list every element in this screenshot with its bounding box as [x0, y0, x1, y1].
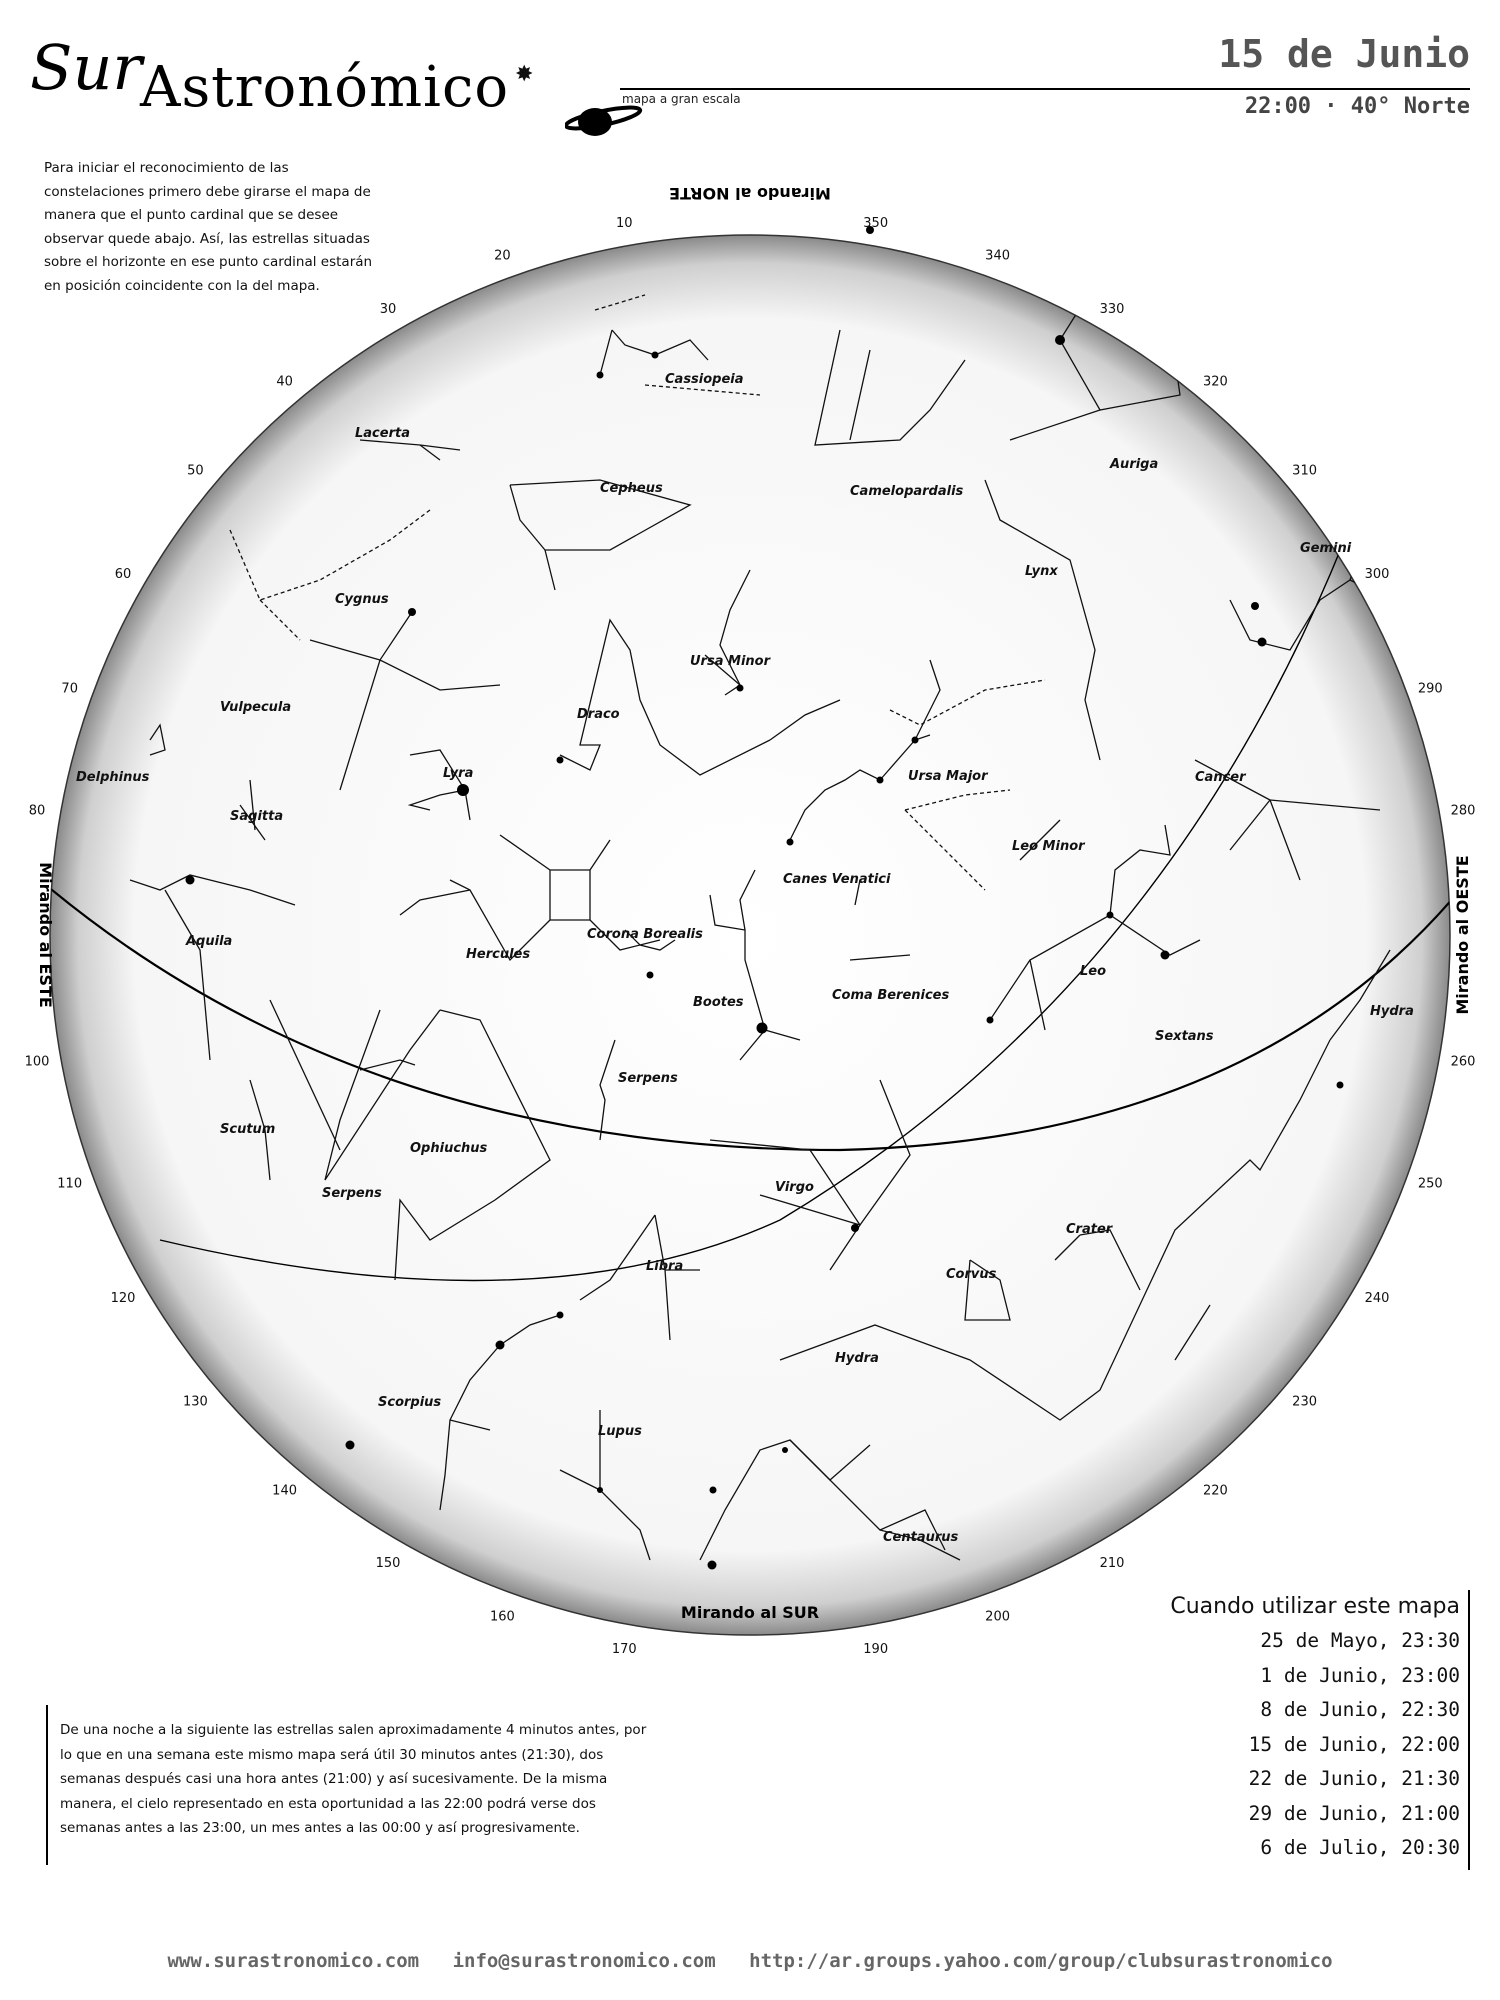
azimuth-label: 120 [110, 1291, 136, 1306]
label-scorpius: Scorpius [378, 1395, 442, 1410]
footer [0, 1950, 1500, 1972]
label-leo: Leo [1080, 964, 1107, 979]
usage-panel [1130, 1590, 1460, 1866]
azimuth-label: 160 [489, 1609, 515, 1625]
note-divider [46, 1705, 48, 1865]
usage-item: 6 de Julio, 20:30 [1260, 1836, 1460, 1859]
azimuth-label: 130 [182, 1394, 208, 1410]
azimuth-label: 20 [494, 248, 511, 264]
star-icon: ✸ [515, 62, 534, 87]
label-hydra-south: Hydra [835, 1351, 879, 1366]
label-gemini: Gemini [1300, 541, 1352, 556]
label-leo-minor: Leo Minor [1012, 839, 1085, 854]
usage-item: 8 de Junio, 22:30 [1260, 1698, 1460, 1721]
footer-group-link[interactable]: http://ar.groups.yahoo.com/group/clubsurastronomico [749, 1950, 1333, 1972]
label-auriga: Auriga [1110, 457, 1159, 472]
azimuth-label: 220 [1202, 1483, 1228, 1499]
intro-text: Para iniciar el reconocimiento de las constelaciones primero debe girarse el mapa de manera que el punto cardinal que se desee observar quede abajo. Así, las estrellas situadas sobre el horizonte en ese punto cardinal estarán en posición coincidente con la del mapa. [44, 160, 373, 294]
label-bootes: Bootes [693, 995, 744, 1010]
usage-list [1130, 1624, 1460, 1866]
cardinal-south-label: Mirando al SUR [680, 1603, 820, 1622]
label-canes-venatici: Canes Venatici [783, 872, 891, 887]
azimuth-label: 70 [61, 681, 78, 697]
azimuth-label: 150 [375, 1556, 401, 1571]
label-serpens-caput: Serpens [618, 1071, 678, 1086]
azimuth-label: 330 [1099, 302, 1125, 317]
usage-item: 29 de Junio, 21:00 [1248, 1801, 1460, 1825]
azimuth-label: 50 [187, 463, 204, 479]
logo-sur-text: Sur [30, 31, 143, 104]
note-text: De una noche a la siguiente las estrellas salen aproximadamente 4 minutos antes, por lo que en una semana este mismo mapa será útil 30 minutos antes (21:30), dos semanas después casi una hora antes (21:00) y así sucesivamente. De la misma manera, el cielo representado en esta oportunidad a las 22:00 podrá verse dos semanas antes a las 23:00, un mes antes a las 00:00 y así progresivamente. [60, 1722, 647, 1836]
footer-email-link[interactable]: info@surastronomico.com [452, 1950, 716, 1972]
azimuth-label: 210 [1099, 1556, 1125, 1571]
azimuth-label: 280 [1450, 803, 1476, 819]
footer-website-link[interactable]: www.surastronomico.com [167, 1950, 420, 1972]
label-sagitta: Sagitta [230, 809, 284, 824]
label-cancer: Cancer [1195, 770, 1246, 785]
azimuth-label: 200 [985, 1609, 1011, 1625]
azimuth-label: 190 [863, 1642, 889, 1657]
usage-item: 15 de Junio, 22:00 [1248, 1732, 1460, 1756]
label-cygnus: Cygnus [335, 592, 389, 607]
map-subtitle: mapa a gran escala [622, 92, 741, 106]
azimuth-label: 60 [114, 567, 132, 582]
label-serpens-cauda: Serpens [322, 1186, 382, 1201]
azimuth-label: 140 [272, 1483, 298, 1499]
date-title: 15 de Junio [1218, 32, 1470, 76]
time-latitude: 22:00 · 40° Norte [1244, 94, 1470, 119]
label-delphinus: Delphinus [76, 770, 150, 785]
azimuth-label: 320 [1202, 374, 1228, 390]
label-draco: Draco [577, 707, 620, 722]
label-libra: Libra [646, 1259, 684, 1274]
label-hydra-west: Hydra [1370, 1004, 1414, 1019]
label-lupus: Lupus [598, 1424, 642, 1439]
label-camelopardalis: Camelopardalis [850, 484, 964, 499]
label-ursa-minor: Ursa Minor [690, 654, 770, 669]
label-vulpecula: Vulpecula [220, 700, 292, 715]
azimuth-label: 170 [611, 1642, 637, 1657]
label-ophiuchus: Ophiuchus [410, 1141, 488, 1156]
label-corvus: Corvus [946, 1267, 997, 1282]
label-sextans: Sextans [1155, 1029, 1214, 1044]
label-corona-borealis: Corona Borealis [587, 927, 703, 942]
azimuth-label: 10 [616, 216, 633, 231]
label-crater: Crater [1066, 1222, 1113, 1237]
label-aquila: Aquila [186, 934, 233, 949]
azimuth-label: 80 [28, 803, 46, 819]
label-cepheus: Cepheus [600, 481, 663, 496]
usage-divider [1468, 1590, 1470, 1870]
label-scutum: Scutum [220, 1122, 276, 1137]
label-lacerta: Lacerta [355, 426, 410, 441]
azimuth-label: 250 [1417, 1176, 1443, 1192]
azimuth-label: 100 [24, 1054, 50, 1070]
usage-item: 1 de Junio, 23:00 [1260, 1663, 1460, 1687]
label-hercules: Hercules [466, 947, 531, 962]
azimuth-label: 260 [1450, 1054, 1476, 1070]
azimuth-label: 290 [1417, 681, 1443, 697]
azimuth-label: 310 [1292, 463, 1318, 479]
label-virgo: Virgo [775, 1180, 814, 1195]
cardinal-east-label: Mirando al ESTE [36, 862, 55, 1008]
cardinal-west-label: Mirando al OESTE [1453, 855, 1472, 1015]
sky-dome [50, 235, 1450, 1635]
azimuth-label: 340 [985, 248, 1011, 264]
azimuth-label: 300 [1364, 567, 1390, 582]
logo-astronomico-text: Astronómico [140, 55, 510, 120]
cardinal-north-label: Mirando al NORTE [669, 184, 831, 203]
usage-title: Cuando utilizar este mapa [1170, 1594, 1460, 1619]
label-ursa-major: Ursa Major [908, 769, 988, 784]
usage-item: 25 de Mayo, 23:30 [1260, 1629, 1460, 1652]
label-cassiopeia: Cassiopeia [665, 372, 744, 387]
azimuth-label: 240 [1364, 1291, 1390, 1306]
label-coma-berenices: Coma Berenices [832, 988, 950, 1003]
label-lyra: Lyra [443, 766, 474, 781]
usage-item: 22 de Junio, 21:30 [1248, 1767, 1460, 1790]
label-centaurus: Centaurus [883, 1530, 959, 1545]
azimuth-label: 30 [379, 302, 397, 317]
azimuth-label: 230 [1292, 1394, 1318, 1410]
azimuth-label: 350 [863, 216, 889, 231]
label-lynx: Lynx [1025, 564, 1058, 579]
azimuth-label: 110 [57, 1176, 83, 1192]
azimuth-label: 40 [276, 374, 293, 390]
